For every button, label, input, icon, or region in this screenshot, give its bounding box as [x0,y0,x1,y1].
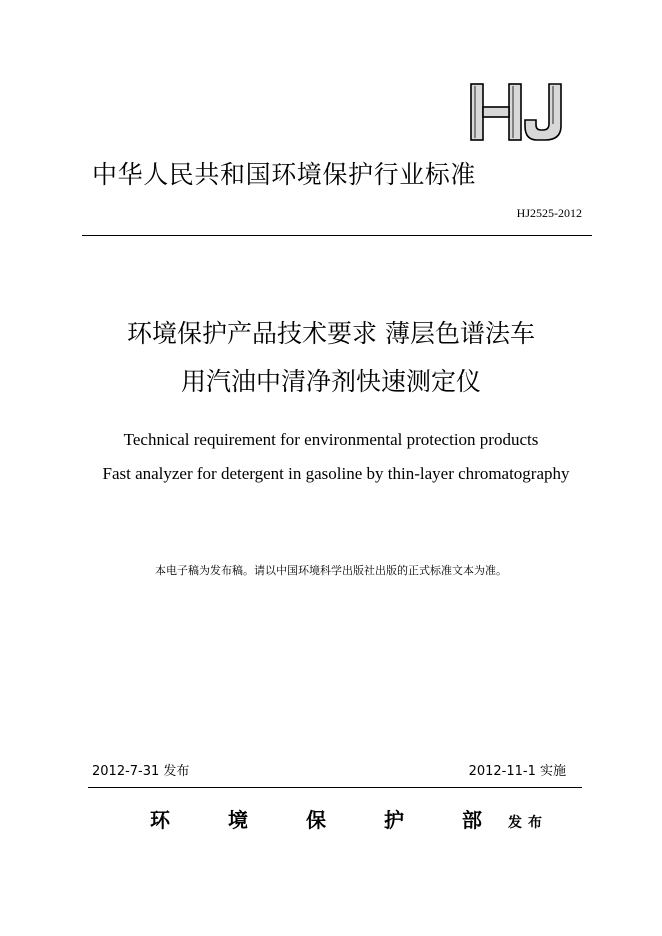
hj-logo [465,80,580,144]
cn-title-line-2: 用汽油中清净剂快速测定仪 [180,367,481,396]
en-title-line-2: Fast analyzer for detergent in gasoline by thin-layer chromatography [102,464,570,483]
publish-date: 2012-7-31 发布 [92,764,190,779]
footer-divider [88,787,582,788]
implement-date: 2012-11-1 实施 [468,764,566,779]
issuer-char: 部 [462,808,482,832]
standard-organization: 中华人民共和国环境保护行业标准 [92,160,477,189]
issuer-char: 环 [150,808,170,832]
header-divider [82,235,592,236]
issuer-suffix: 发布 [508,815,548,831]
issuer-char: 护 [384,808,404,832]
en-title-line-1: Technical requirement for environmental protection products [123,430,539,449]
issuer-char: 保 [306,808,326,832]
electronic-version-notice: 本电子稿为发布稿。请以中国环境科学出版社出版的正式标准文本为准。 [155,564,507,577]
issuer-char: 境 [228,808,248,832]
standard-code: HJ2525-2012 [516,206,582,220]
cn-title-line-1: 环境保护产品技术要求 薄层色谱法车 [127,319,535,348]
